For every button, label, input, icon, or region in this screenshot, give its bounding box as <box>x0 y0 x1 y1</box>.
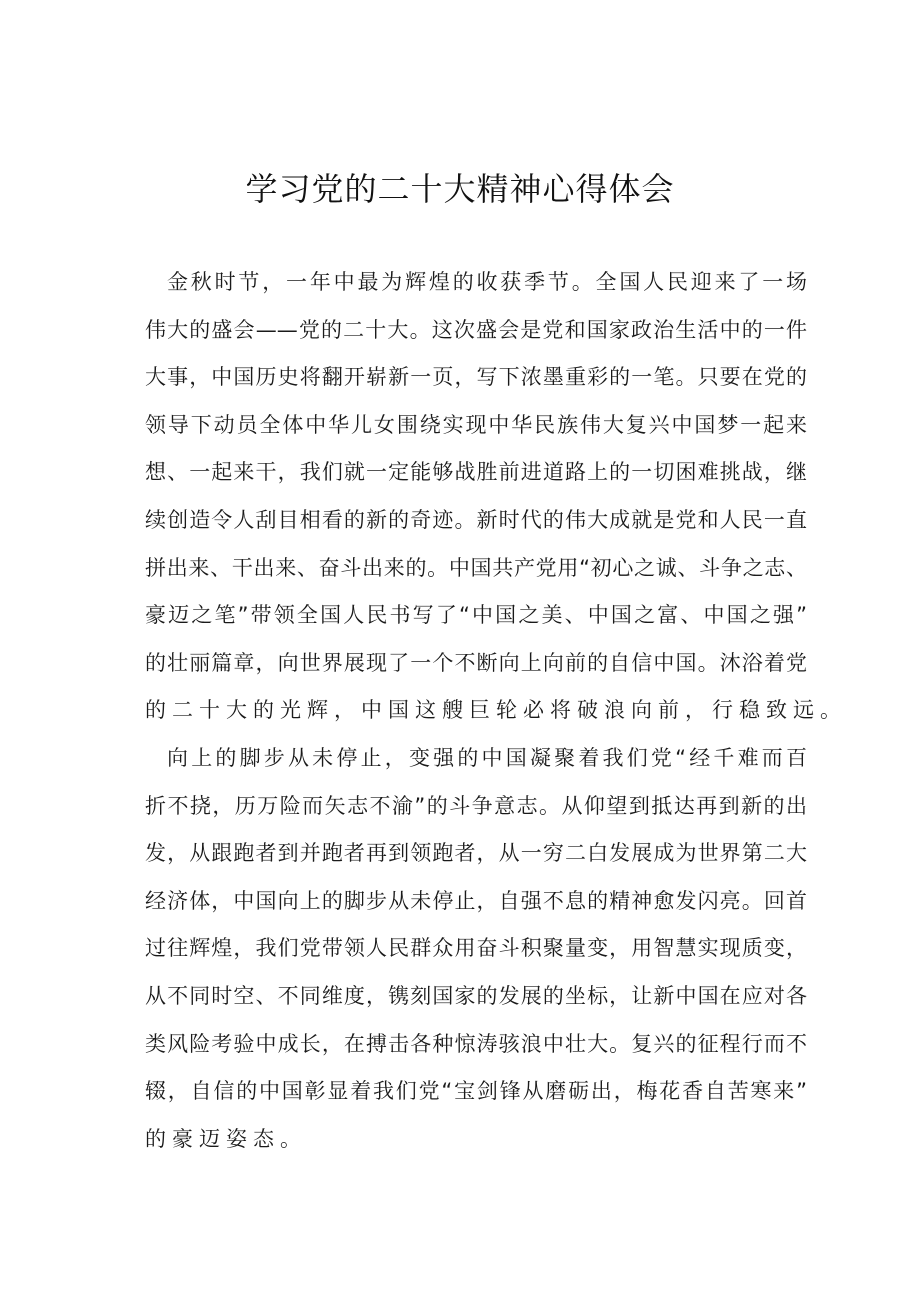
text-line: 续创造令人刮目相看的新的奇迹。新时代的伟大成就是党和人民一直 <box>145 507 807 532</box>
text-line: 豪迈之笔”带领全国人民书写了“中国之美、中国之富、中国之强” <box>145 603 807 628</box>
text-line: 折不挠，历万险而矢志不渝”的斗争意志。从仰望到抵达再到新的出 <box>145 793 807 818</box>
document-title: 学习党的二十大精神心得体会 <box>245 170 675 208</box>
text-line: 的豪迈姿态。 <box>145 1126 307 1151</box>
text-line: 从不同时空、不同维度，镌刻国家的发展的坐标，让新中国在应对各 <box>145 983 807 1008</box>
text-line: 过往辉煌，我们党带领人民群众用奋斗积聚量变，用智慧实现质变， <box>145 936 807 961</box>
paragraph-1 <box>145 259 847 735</box>
text-line: 拼出来、干出来、奋斗出来的。中国共产党用“初心之诚、斗争之志、 <box>145 555 807 580</box>
text-line: 领导下动员全体中华儿女围绕实现中华民族伟大复兴中国梦一起来 <box>145 412 807 437</box>
text-line: 伟大的盛会——党的二十大。这次盛会是党和国家政治生活中的一件 <box>145 317 807 342</box>
text-line: 发，从跟跑者到并跑者再到领跑者，从一穷二白发展成为世界第二大 <box>145 841 807 866</box>
paragraph-2 <box>145 735 807 1163</box>
text-line: 想、一起来干，我们就一定能够战胜前进道路上的一切困难挑战，继 <box>145 460 807 485</box>
text-line: 经济体，中国向上的脚步从未停止，自强不息的精神愈发闪亮。回首 <box>145 888 807 913</box>
text-line: 大事，中国历史将翻开崭新一页，写下浓墨重彩的一笔。只要在党的 <box>145 365 807 390</box>
text-line: 金秋时节，一年中最为辉煌的收获季节。全国人民迎来了一场 <box>167 270 807 294</box>
text-line: 向上的脚步从未停止，变强的中国凝聚着我们党“经千难而百 <box>167 746 807 770</box>
text-line: 的壮丽篇章，向世界展现了一个不断向上向前的自信中国。沐浴着党 <box>145 650 807 675</box>
text-line: 辍，自信的中国彰显着我们党“宝剑锋从磨砺出，梅花香自苦寒来” <box>145 1079 807 1104</box>
text-line: 类风险考验中成长，在搏击各种惊涛骇浪中壮大。复兴的征程行而不 <box>145 1031 807 1056</box>
text-line: 的二十大的光辉，中国这艘巨轮必将破浪向前，行稳致远。 <box>145 698 847 723</box>
